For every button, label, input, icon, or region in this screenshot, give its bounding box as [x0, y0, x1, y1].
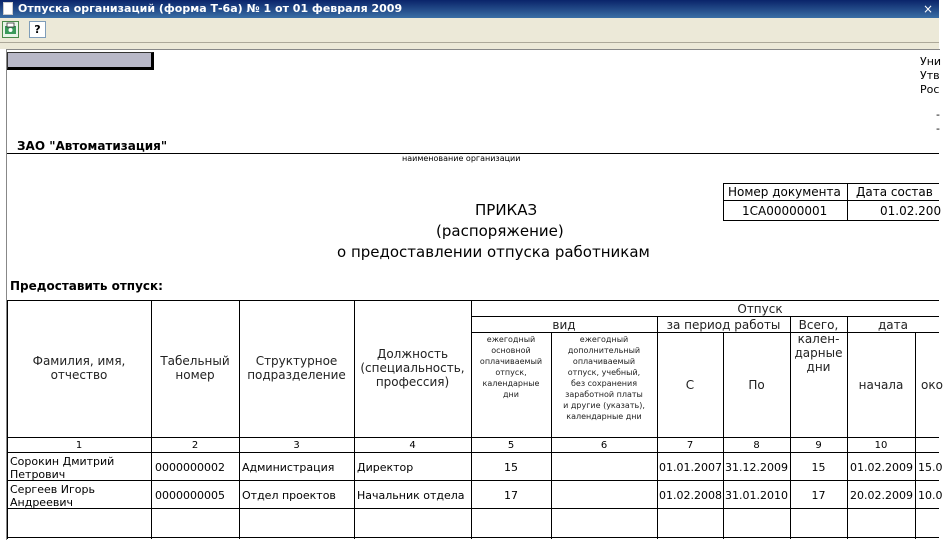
row2-tabnum[interactable]: 0000000005 — [155, 489, 225, 502]
row2-dept[interactable]: Отдел проектов — [242, 489, 336, 502]
header-fio: Фамилия, имя, отчество — [32, 354, 126, 382]
row2-start[interactable]: 20.02.2009 — [850, 489, 913, 502]
table-vline — [7, 300, 8, 539]
row1-fio[interactable]: Сорокин Дмитрий Петрович — [10, 455, 115, 481]
row2-total[interactable]: 17 — [811, 489, 826, 502]
header-dept: Структурное подразделение — [247, 354, 346, 382]
window-title-bar[interactable] — [0, 0, 939, 18]
row2-to[interactable]: 31.01.2010 — [725, 489, 788, 502]
header-tabnum: Табельный номер — [160, 354, 230, 382]
table-hline — [7, 437, 939, 438]
docbox-left — [723, 183, 724, 220]
docbox-mid — [723, 200, 939, 201]
row2-position[interactable]: Начальник отдела — [357, 489, 465, 502]
table-hline — [471, 316, 939, 317]
col-number: 10 — [874, 440, 888, 451]
doc-number-header: Номер документа — [728, 185, 841, 199]
unified-form-line2: Утв — [920, 69, 940, 82]
row1-dept[interactable]: Администрация — [242, 461, 335, 474]
row1-start[interactable]: 01.02.2009 — [850, 461, 913, 474]
dash-mark-2: - — [936, 122, 940, 135]
row2-from[interactable]: 01.02.2008 — [659, 489, 722, 502]
toolbar — [0, 18, 939, 43]
col-number: 6 — [600, 440, 608, 451]
col-number: 4 — [409, 440, 416, 451]
row1-from[interactable]: 01.01.2007 — [659, 461, 722, 474]
doc-date-value[interactable]: 01.02.200 — [880, 204, 942, 218]
col-number: 1 — [75, 440, 83, 451]
unified-form-line1: Уни — [920, 55, 942, 68]
table-hline — [7, 452, 939, 453]
document-icon — [3, 2, 13, 15]
row1-total[interactable]: 15 — [811, 461, 826, 474]
header-type: вид — [552, 318, 576, 332]
row2-fio[interactable]: Сергеев Игорь Андреевич — [10, 483, 95, 509]
col-number: 2 — [191, 440, 199, 451]
table-vline — [657, 316, 658, 539]
table-vline — [723, 332, 724, 539]
organization-name: ЗАО "Автоматизация" — [17, 139, 168, 153]
organization-caption: наименование организации — [402, 154, 521, 163]
header-annual-main: ежегодный основной оплачиваемый отпуск, календарные дни — [479, 335, 543, 399]
order-purpose: о предоставлении отпуска работникам — [337, 243, 650, 261]
docbox-div — [847, 183, 848, 220]
col-number: 7 — [686, 440, 694, 451]
doc-number-value[interactable]: 1СА00000001 — [742, 204, 828, 218]
header-vacation: Отпуск — [737, 302, 783, 316]
header-annual-extra: ежегодный дополнительный оплачиваемый отпуск, учебный, без сохранения заработной платы и другие (указать), календарные дни — [563, 335, 645, 421]
row1-to[interactable]: 31.12.2009 — [725, 461, 788, 474]
col-number: 5 — [507, 440, 515, 451]
row1-main-days[interactable]: 15 — [504, 461, 518, 474]
header-total: Всего, кален- дарные дни — [794, 318, 843, 374]
table-vline — [354, 300, 355, 539]
header-period: за период работы — [666, 318, 781, 332]
table-hline — [7, 537, 939, 538]
table-hline — [471, 332, 939, 333]
unified-form-line3: Рос — [920, 83, 940, 96]
dash-mark: - — [936, 108, 940, 121]
header-from: С — [685, 378, 695, 392]
order-subtitle: (распоряжение) — [436, 222, 564, 240]
table-vline — [151, 300, 152, 539]
close-button[interactable]: × — [922, 2, 934, 16]
row1-tabnum[interactable]: 0000000002 — [155, 461, 225, 474]
header-to: По — [748, 378, 765, 392]
highlighted-cell[interactable] — [7, 52, 154, 70]
docbox-bottom — [723, 220, 939, 221]
doc-date-header: Дата состав — [856, 185, 933, 199]
docbox-top — [723, 183, 939, 184]
header-end: око — [921, 378, 943, 392]
row2-main-days[interactable]: 17 — [504, 489, 518, 502]
table-vline — [239, 300, 240, 539]
row1-position[interactable]: Директор — [357, 461, 414, 474]
order-title: ПРИКАЗ — [475, 201, 538, 219]
grant-vacation-label: Предоставить отпуск: — [10, 279, 163, 293]
window-title: Отпуска организаций (форма Т-6а) № 1 от 01 февраля 2009 — [18, 2, 403, 15]
table-hline — [7, 300, 939, 301]
col-number: 3 — [293, 440, 300, 451]
help-button[interactable]: ? — [29, 21, 46, 38]
col-number: 9 — [815, 440, 822, 451]
header-date: дата — [878, 318, 908, 332]
col-number: 8 — [753, 440, 760, 451]
header-start: начала — [858, 378, 904, 392]
row1-end[interactable]: 15.0 — [918, 461, 943, 474]
table-vline — [915, 332, 916, 539]
print-icon[interactable] — [2, 21, 19, 38]
row2-end[interactable]: 10.0 — [918, 489, 943, 502]
header-position: Должность (специальность, профессия) — [360, 347, 465, 389]
table-vline — [847, 316, 848, 539]
